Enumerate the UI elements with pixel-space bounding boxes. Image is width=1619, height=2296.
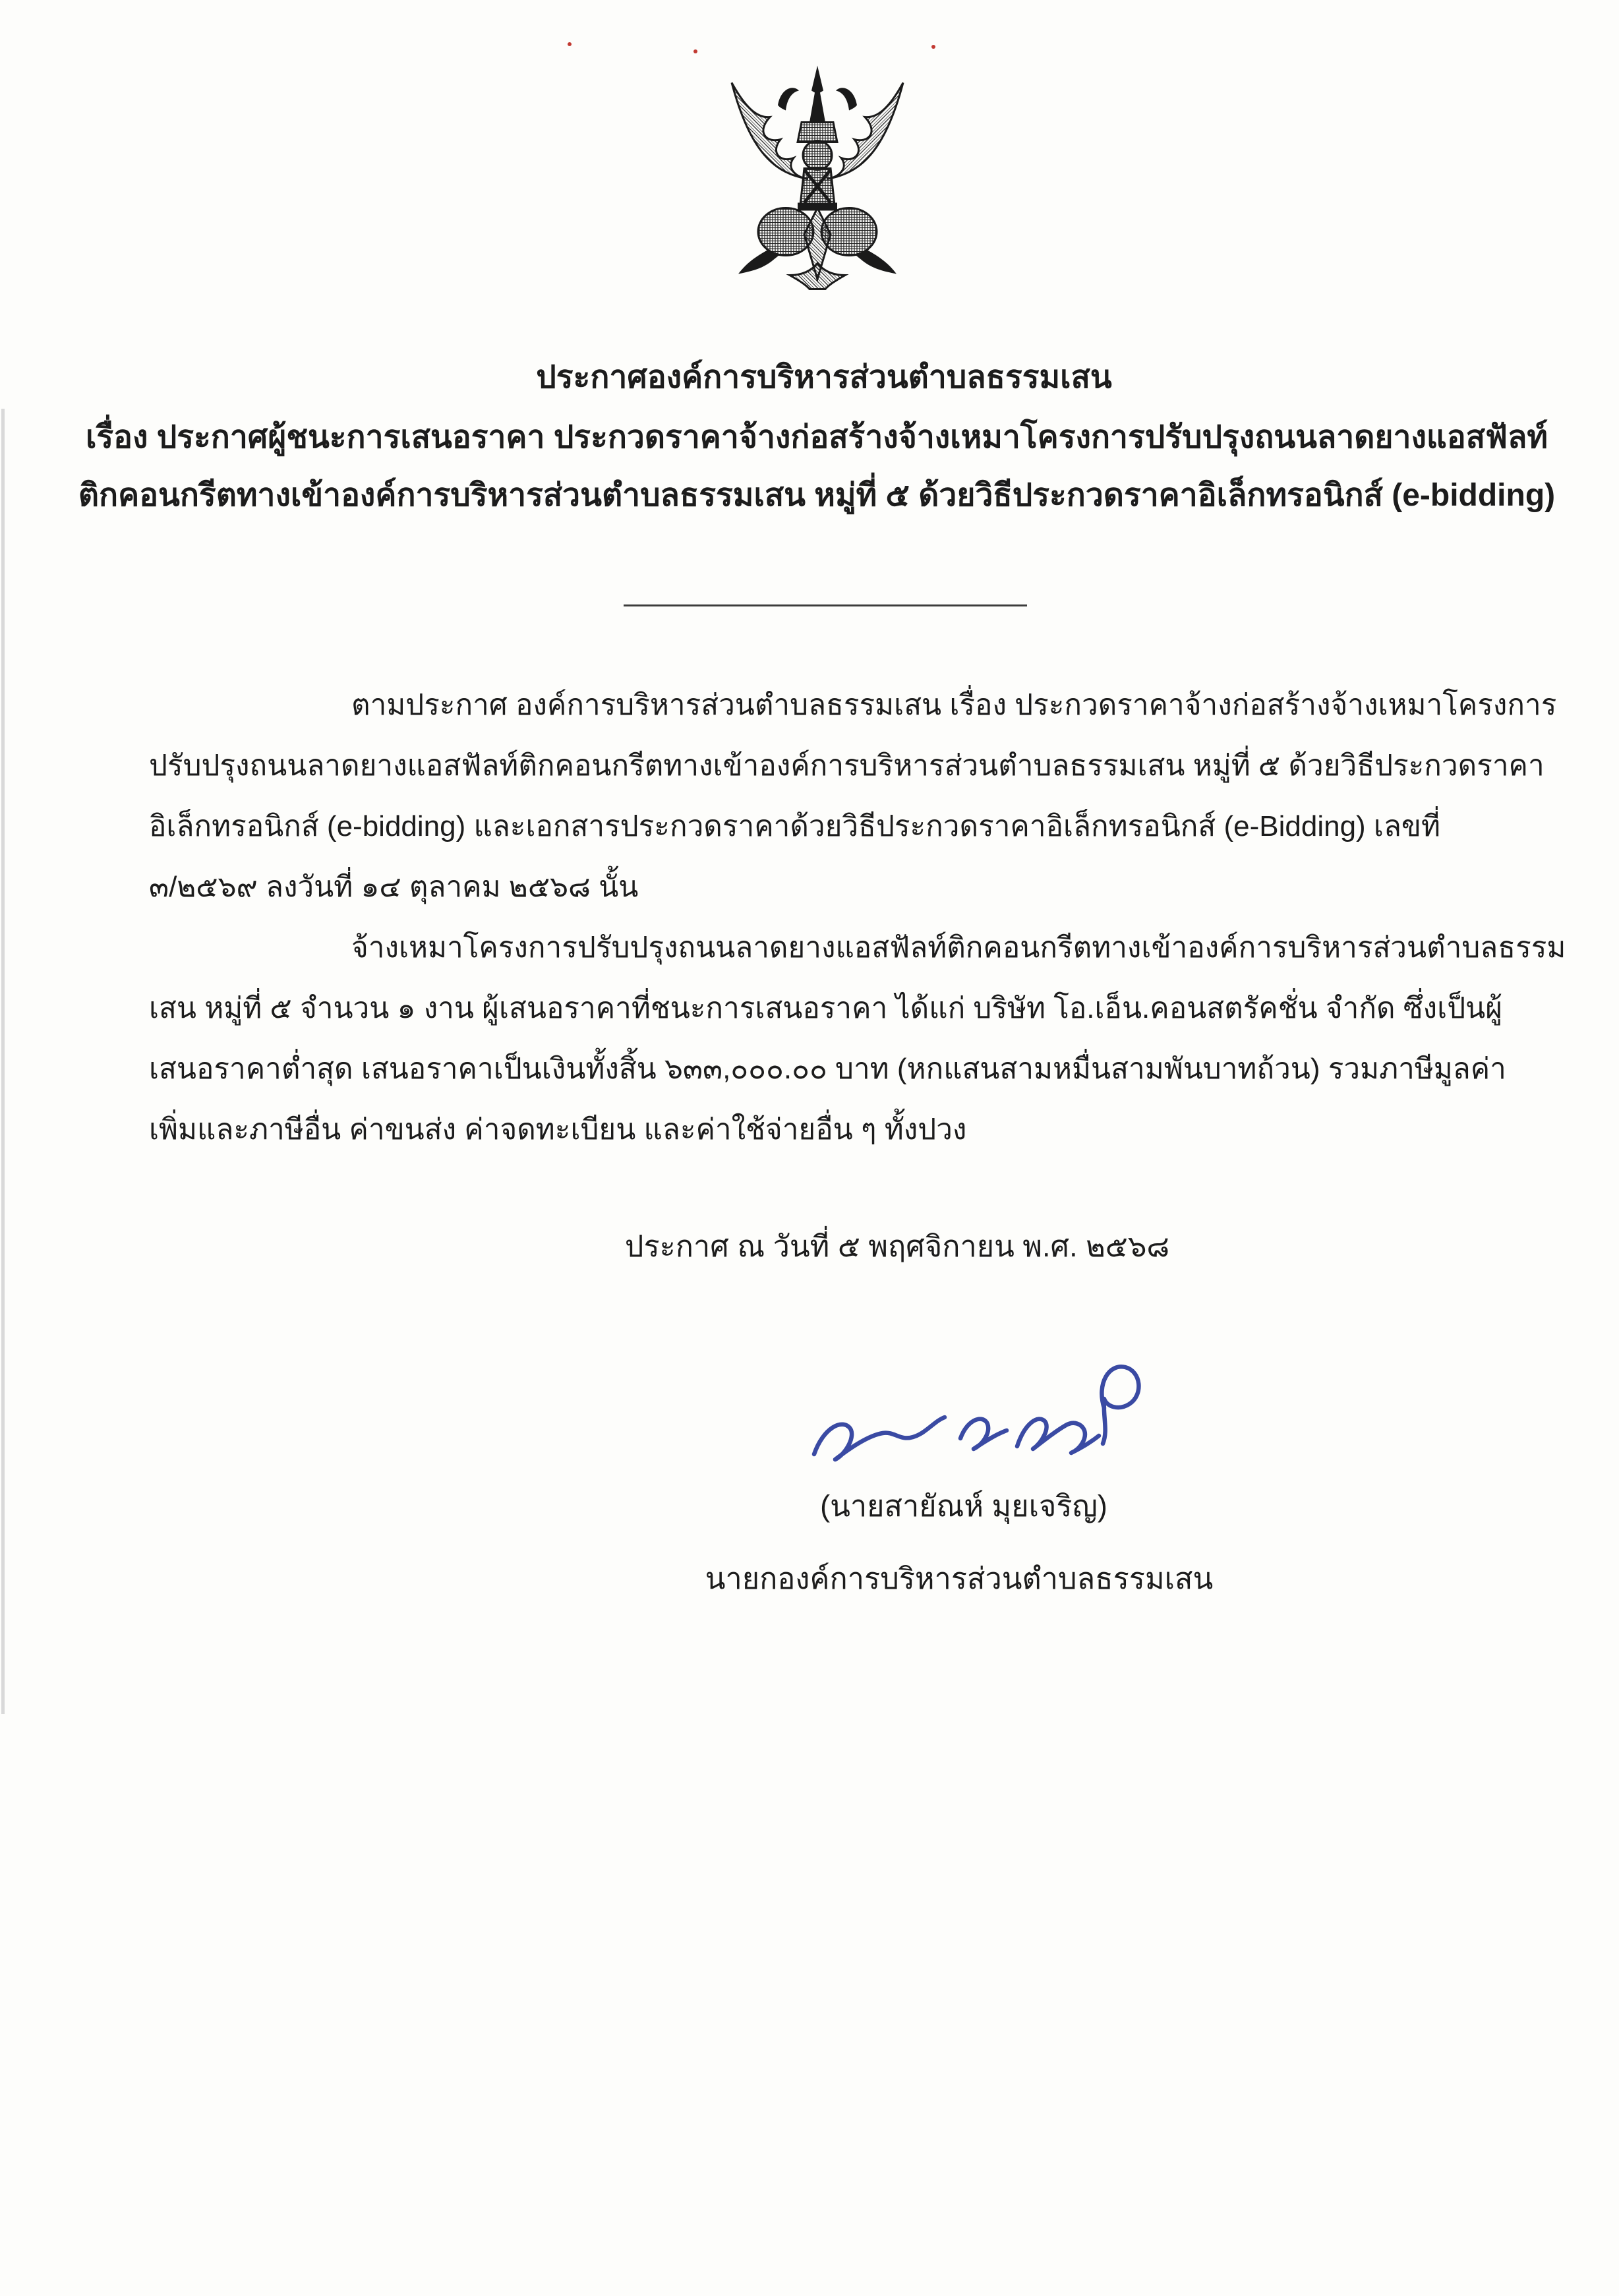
scan-edge-shadow [1, 409, 5, 1714]
paragraph1-line1: ตามประกาศ องค์การบริหารส่วนตำบลธรรมเสน เรื่อง ประกวดราคาจ้างก่อสร้างจ้างเหมาโครงการ [351, 689, 1557, 721]
scan-speck [693, 49, 697, 53]
announcement-date-line: ประกาศ ณ วันที่ ๕ พฤศจิกายน พ.ศ. ๒๕๖๘ [624, 1229, 1170, 1263]
subject-line-2: ติกคอนกรีตทางเข้าองค์การบริหารส่วนตำบลธรรมเสน หมู่ที่ ๕ ด้วยวิธีประกวดราคาอิเล็กทรอนิกส์ (e-bidding) [78, 478, 1556, 513]
body-paragraphs [149, 675, 1566, 1160]
scan-speck [931, 45, 935, 49]
horizontal-divider [624, 604, 1027, 606]
paragraph2-line1: จ้างเหมาโครงการปรับปรุงถนนลาดยางแอสฟัลท์ติกคอนกรีตทางเข้าองค์การบริหารส่วนตำบลธรรม [351, 931, 1566, 964]
signer-name: (นายสายัณห์ มุยเจริญ) [820, 1489, 1107, 1523]
paragraph2-line3: เสนอราคาต่ำสุด เสนอราคาเป็นเงินทั้งสิ้น ๖๓๓,๐๐๐.๐๐ บาท (หกแสนสามหมื่นสามพันบาทถ้วน) รวมภาษีมูลค่า [149, 1053, 1506, 1085]
subject-line-1: เรื่อง ประกาศผู้ชนะการเสนอราคา ประกวดราคาจ้างก่อสร้างจ้างเหมาโครงการปรับปรุงถนนลาดยางแอสฟัลท์ [85, 420, 1548, 455]
paragraph2-line2: เสน หมู่ที่ ๕ จำนวน ๑ งาน ผู้เสนอราคาที่ชนะการเสนอราคา ได้แก่ บริษัท โอ.เอ็น.คอนสตรัคชั่น จำกัด ซึ่งเป็นผู้ [149, 992, 1502, 1024]
scan-speck [568, 42, 572, 46]
announcement-title: ประกาศองค์การบริหารส่วนตำบลธรรมเสน [536, 360, 1112, 395]
paragraph1-line3: อิเล็กทรอนิกส์ (e-bidding) และเอกสารประกวดราคาด้วยวิธีประกวดราคาอิเล็กทรอนิกส์ (e-Bidding) เลขที่ [149, 810, 1441, 842]
signer-title: นายกองค์การบริหารส่วนตำบลธรรมเสน [705, 1562, 1214, 1595]
paragraph2-line4: เพิ่มและภาษีอื่น ค่าขนส่ง ค่าจดทะเบียน และค่าใช้จ่ายอื่น ๆ ทั้งปวง [149, 1113, 967, 1146]
garuda-emblem-icon [712, 61, 923, 290]
signature-ink-icon [794, 1357, 1190, 1482]
paragraph1-line2: ปรับปรุงถนนลาดยางแอสฟัลท์ติกคอนกรีตทางเข้าองค์การบริหารส่วนตำบลธรรมเสน หมู่ที่ ๕ ด้วยวิธีประกวดราคา [149, 750, 1545, 782]
paragraph1-line4: ๓/๒๕๖๙ ลงวันที่ ๑๔ ตุลาคม ๒๕๖๘ นั้น [149, 871, 639, 903]
